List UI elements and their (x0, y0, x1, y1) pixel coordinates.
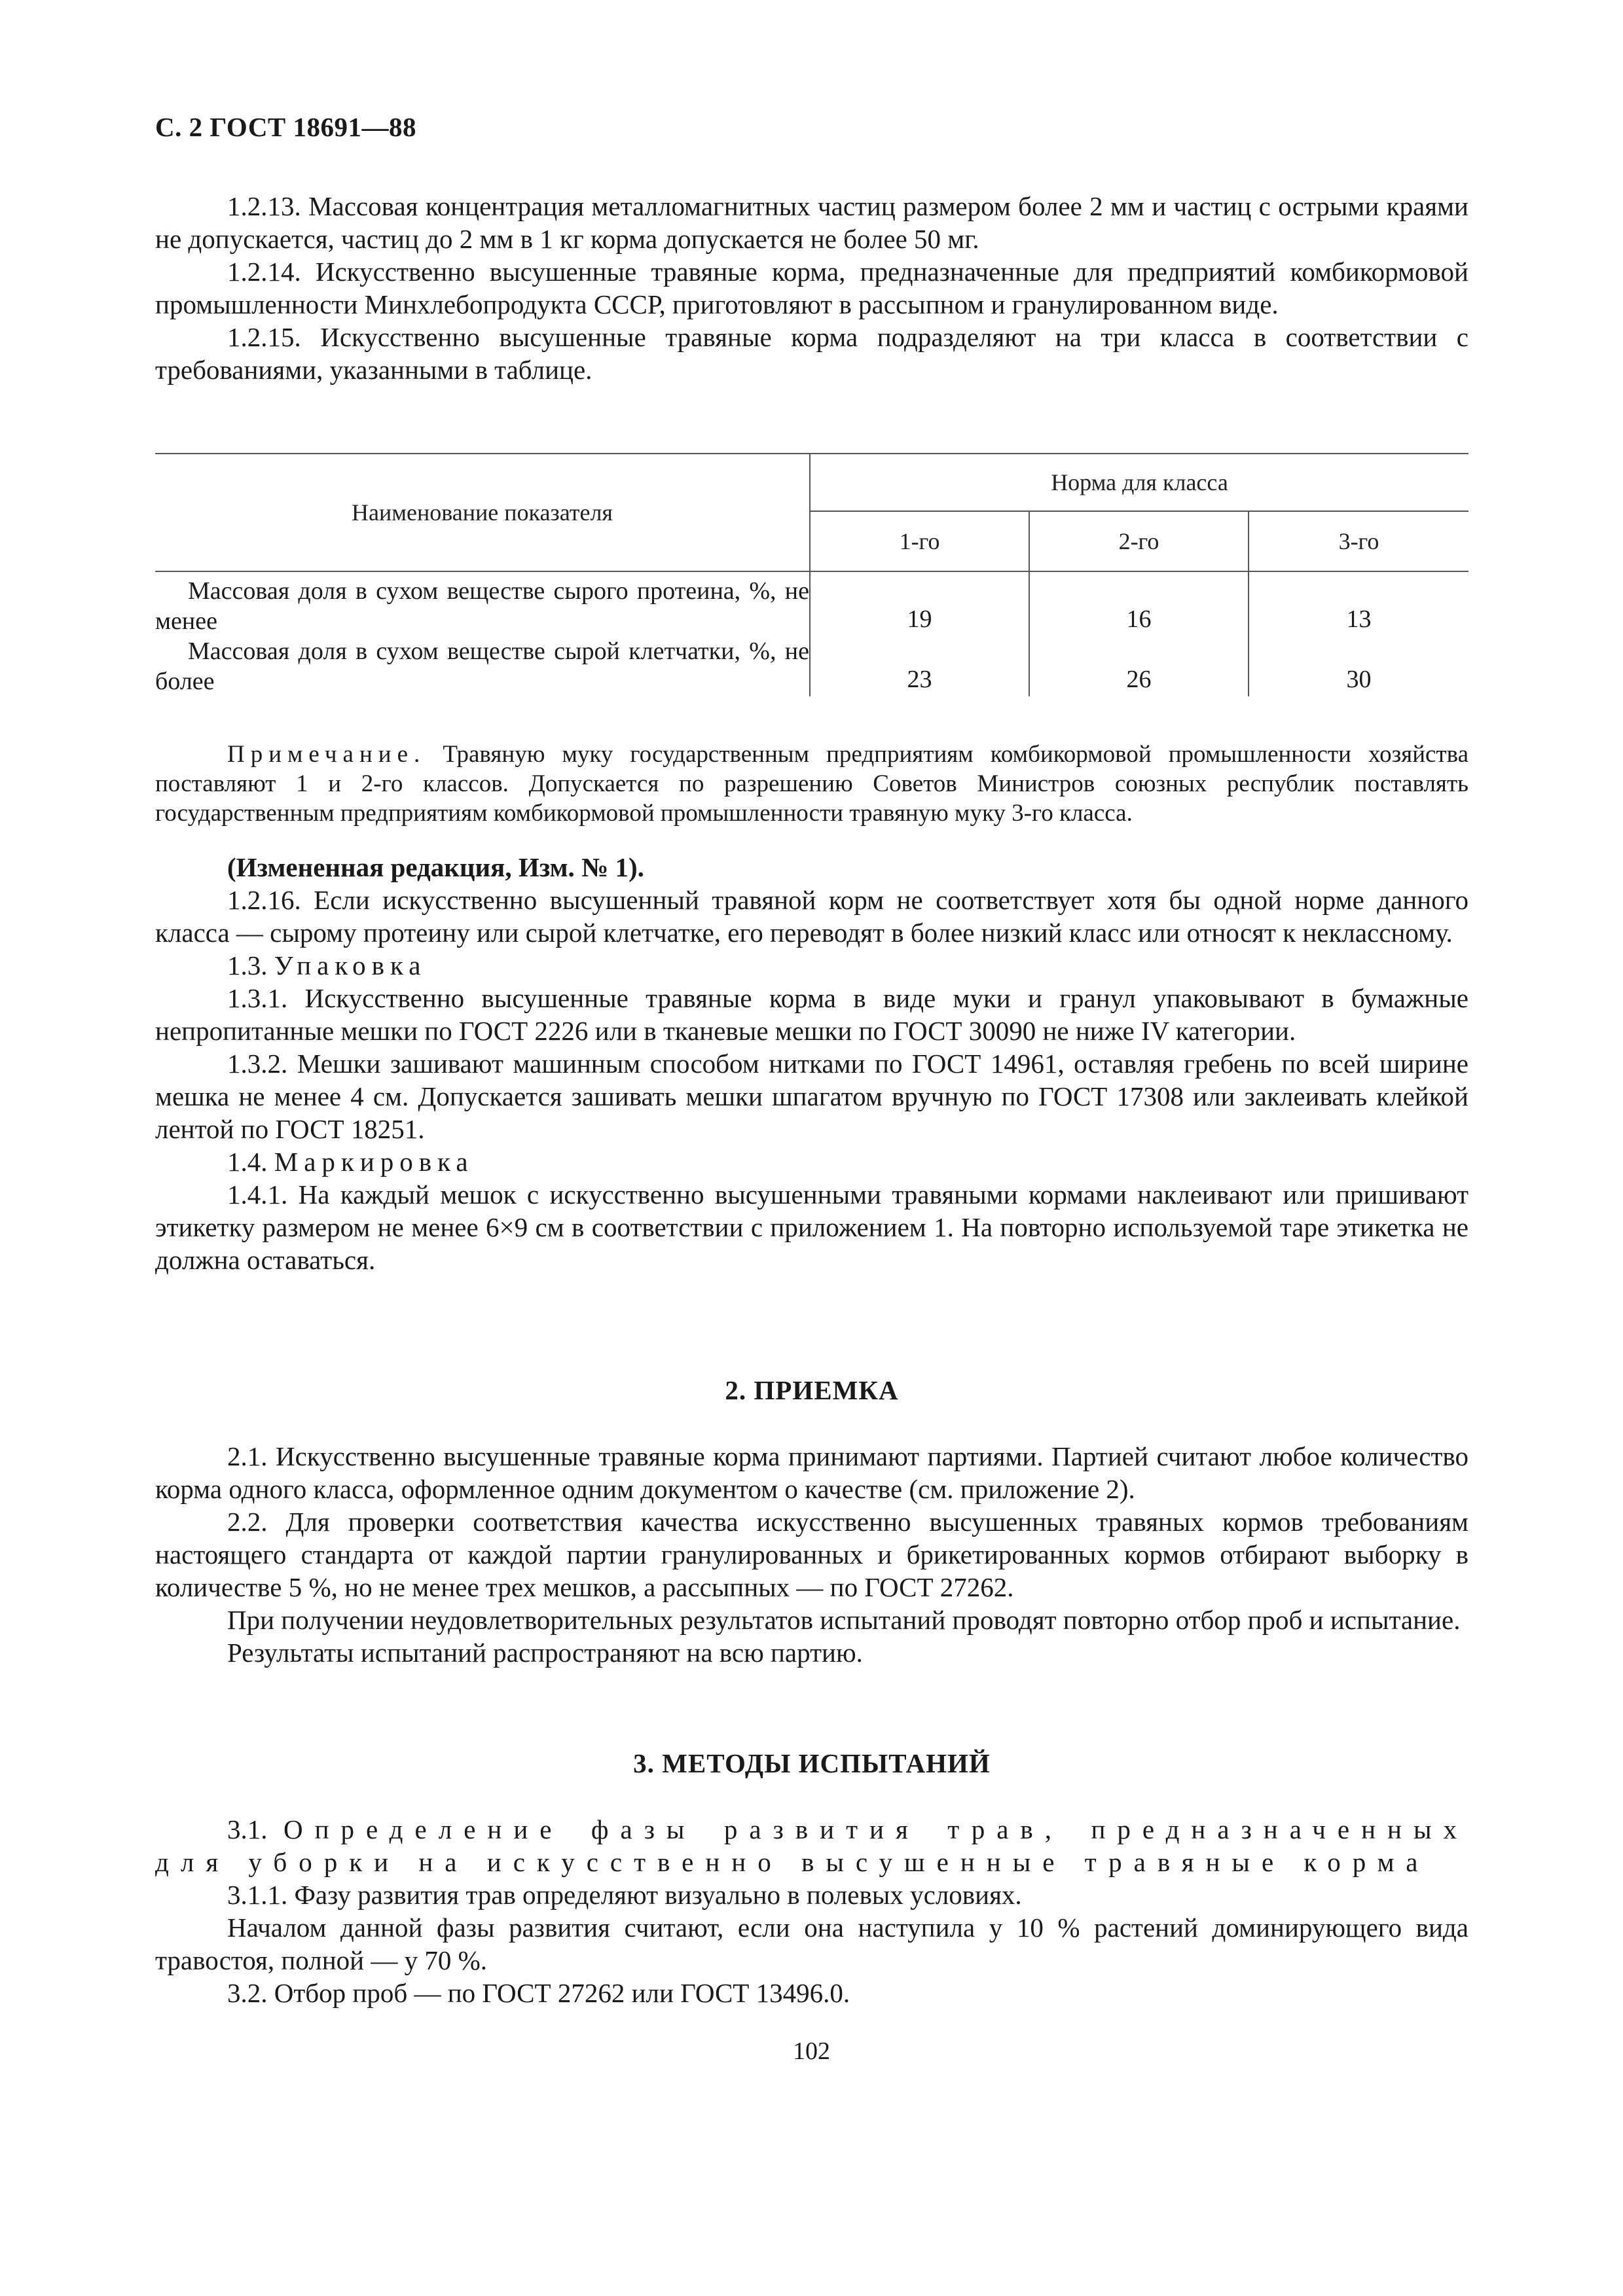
subsection-number: 3.1. (227, 1814, 283, 1844)
table-note (155, 740, 1468, 828)
table-header-class-1: 1-го (810, 511, 1029, 571)
paragraph-2-3: При получении неудовлетворительных результатов испытаний проводят повторно отбор проб и испытание. (227, 1605, 1461, 1635)
table-row (155, 636, 1468, 696)
page-header: С. 2 ГОСТ 18691—88 (155, 112, 417, 142)
paragraph-3-1-1: 3.1.1. Фазу развития трав определяют визуально в полевых условиях. (227, 1880, 1022, 1910)
table-header-indicator: Наименование показателя (155, 454, 810, 571)
paragraph-1-2-15: 1.2.15. Искусственно высушенные травяные корма подразделяют на три класса в соответствии с требованиями, указанными в таблице. (155, 322, 1468, 385)
paragraph-2-4: Результаты испытаний распространяют на всю партию. (227, 1638, 863, 1668)
subsection-number: 1.3. (227, 950, 274, 980)
section-3-heading: 3. МЕТОДЫ ИСПЫТАНИЙ (633, 1748, 991, 1778)
intro-section (155, 190, 1468, 386)
table-cell: 16 (1029, 571, 1249, 636)
paragraph-1-3-2: 1.3.2. Мешки зашивают машинным способом нитками по ГОСТ 14961, оставляя гребень по всей ширине мешка не менее 4 см. Допускается зашивать мешки шпагатом вручную по ГОСТ 17308 или заклеивать клейкой лентой по ГОСТ 18251. (155, 1049, 1468, 1144)
subsection-number: 1.4. (227, 1147, 274, 1177)
paragraph-3-1-2: Началом данной фазы развития считают, если она наступила у 10 % растений доминирующего вида травостоя, полной — у 70 %. (155, 1912, 1468, 1975)
table-cell: 23 (810, 636, 1029, 696)
note-label: Примечание. (227, 741, 426, 768)
paragraph-1-3-1: 1.3.1. Искусственно высушенные травяные корма в виде муки и гранул упаковывают в бумажные непропитанные мешки по ГОСТ 2226 или в тканевые мешки по ГОСТ 30090 не ниже IV категории. (155, 983, 1468, 1046)
page-number: 102 (793, 2037, 830, 2065)
paragraph-3-2: 3.2. Отбор проб — по ГОСТ 27262 или ГОСТ 13496.0. (227, 1978, 850, 2008)
section-2-heading: 2. ПРИЕМКА (725, 1375, 899, 1405)
subsection-1-4-title (155, 1145, 1468, 1178)
table-cell: 19 (810, 571, 1029, 636)
subsection-3-1-title (155, 1813, 1468, 1878)
table-row-label: Массовая доля в сухом веществе сырой клетчатки, %, не более (155, 637, 809, 695)
table-header-class-3: 3-го (1249, 511, 1468, 571)
paragraph-1-2-13: 1.2.13. Массовая концентрация металломагнитных частиц размером более 2 мм и частиц с острыми краями не допускается, частиц до 2 мм в 1 кг корма допускается не более 50 мг. (155, 191, 1468, 254)
subsection-title: Маркировка (274, 1147, 474, 1177)
table-cell: 13 (1346, 605, 1372, 633)
table-header-class-2: 2-го (1029, 511, 1249, 571)
table-row (155, 571, 1468, 636)
paragraph-2-1: 2.1. Искусственно высушенные травяные корма принимают партиями. Партией считают любое количество корма одного класса, оформленное одним документом о качестве (см. приложение 2). (155, 1441, 1468, 1504)
note-text: Травяную муку государственным предприятиям комбикормовой промышленности хозяйства поставляют 1 и 2-го классов. Допускается по разрешению Советов Министров союзных республик поставлять государственным предприятиям комбикормовой промышленности травяную муку 3-го класса. (155, 741, 1468, 827)
paragraph-1-2-14: 1.2.14. Искусственно высушенные травяные корма, предназначенные для предприятий комбикормовой промышленности Минхлебопродукта СССР, приготовляют в рассыпном и гранулированном виде. (155, 257, 1468, 319)
subsection-title: Определение фазы развития трав, предназначенных для уборки на искусственно высушенные травяные корма (155, 1814, 1469, 1877)
section-2 (155, 1440, 1468, 1669)
subsection-1-3-title (155, 949, 1468, 982)
paragraph-1-2-16: 1.2.16. Если искусственно высушенный травяной корм не соответствует хотя бы одной норме данного класса — сырому протеину или сырой клетчатке, его переводят в более низкий класс или относят к неклассному. (155, 885, 1468, 948)
paragraph-2-2: 2.2. Для проверки соответствия качества искусственно высушенных травяных кормов требованиям настоящего стандарта от каждой партии гранулированных и брикетированных кормов отбирают выборку в количестве 5 %, но не менее трех мешков, а рассыпных — по ГОСТ 27262. (155, 1507, 1468, 1602)
table-row-label: Массовая доля в сухом веществе сырого протеина, %, не менее (155, 577, 809, 635)
table-header-norm: Норма для класса (810, 454, 1468, 511)
table-cell: 30 (1346, 666, 1372, 693)
table-cell: 26 (1029, 636, 1249, 696)
norms-table (155, 453, 1468, 696)
section-3 (155, 1813, 1468, 2009)
subsection-title: Упаковка (274, 950, 427, 980)
paragraph-1-4-1: 1.4.1. На каждый мешок с искусственно высушенными травяными кормами наклеивают или пришивают этикетку размером не менее 6×9 см в соответствии с приложением 1. На повторно используемой таре этикетка не должна оставаться. (155, 1179, 1468, 1275)
section-1-continued (155, 851, 1468, 1276)
revision-note: (Измененная редакция, Изм. № 1). (227, 852, 644, 882)
